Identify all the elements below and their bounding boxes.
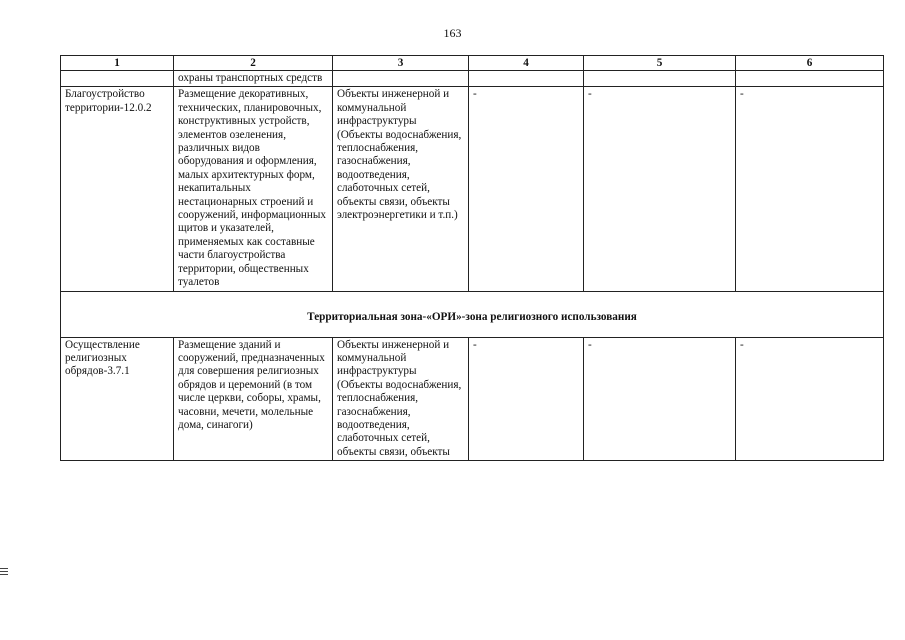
zone-title-row (61, 291, 884, 337)
cell-col6: - (736, 87, 884, 291)
cell-use-name: Осуществление религиозных обрядов-3.7.1 (61, 337, 174, 461)
cell-col5: - (584, 87, 736, 291)
cell-col4: - (469, 87, 584, 291)
cell-col4: - (469, 337, 584, 461)
column-header-4: 4 (469, 56, 584, 71)
column-header-2: 2 (174, 56, 333, 71)
cell-use-name: Благоустройство территории-12.0.2 (61, 87, 174, 291)
cell-col6 (736, 71, 884, 87)
cell-auxiliary-uses: Объекты инженерной и коммунальной инфраструктуры (Объекты водоснабжения, теплоснабжения, газоснабжения, водоотведения, слаботочных сетей, объекты связи, объекты электроэнергетики и т.п.) (333, 87, 469, 291)
cell-auxiliary-uses (333, 71, 469, 87)
land-use-table (60, 55, 884, 461)
cell-col4 (469, 71, 584, 87)
header-row (61, 56, 884, 71)
cell-col5: - (584, 337, 736, 461)
cell-use-description: охраны транспортных средств (174, 71, 333, 87)
table-row (61, 337, 884, 461)
margin-scan-marks (0, 568, 8, 577)
cell-col6: - (736, 337, 884, 461)
column-header-1: 1 (61, 56, 174, 71)
cell-use-description: Размещение декоративных, технических, планировочных, конструктивных устройств, элементов озеленения, различных видов оборудования и оформления, малых архитектурных форм, некапитальных нестационарных строений и сооружений, информационных щитов и указателей, применяемых как составные части благоустройства территории, общественных туалетов (174, 87, 333, 291)
cell-auxiliary-uses: Объекты инженерной и коммунальной инфраструктуры (Объекты водоснабжения, теплоснабжения, газоснабжения, водоотведения, слаботочных сетей, объекты связи, объекты (333, 337, 469, 461)
zone-title: Территориальная зона-«ОРИ»-зона религиозного использования (61, 291, 884, 337)
table-row (61, 87, 884, 291)
cell-use-name (61, 71, 174, 87)
table-row (61, 71, 884, 87)
cell-use-description: Размещение зданий и сооружений, предназначенных для совершения религиозных обрядов и церемоний (в том числе церкви, соборы, храмы, часовни, мечети, молельные дома, синагоги) (174, 337, 333, 461)
page-number: 163 (443, 26, 462, 40)
column-header-5: 5 (584, 56, 736, 71)
column-header-6: 6 (736, 56, 884, 71)
cell-col5 (584, 71, 736, 87)
column-header-3: 3 (333, 56, 469, 71)
